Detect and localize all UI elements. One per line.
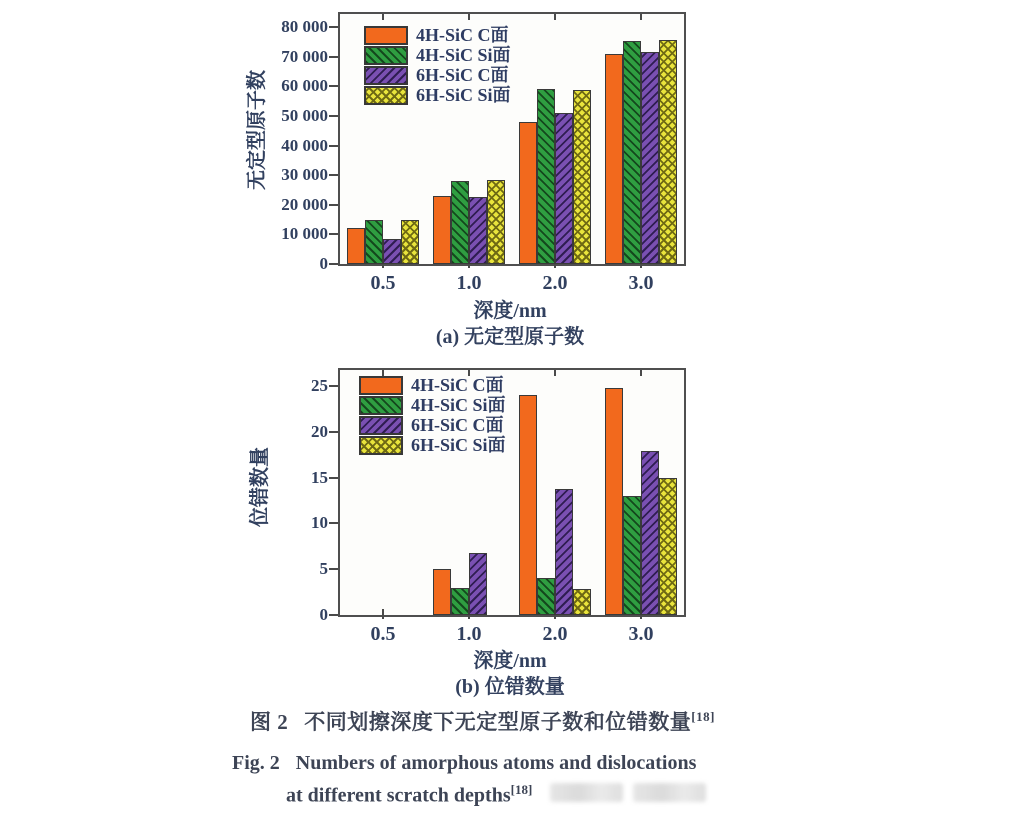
y-axis-tick-label: 15: [311, 467, 328, 487]
bar-6H-SiC C面-depth-2.0: [555, 113, 573, 264]
y-axis-tick-label: 0: [319, 254, 328, 273]
y-axis-tick: [329, 115, 338, 117]
y-axis-tick: [329, 233, 338, 235]
bar-4H-SiC Si面-depth-3.0: [623, 496, 641, 615]
x-axis-mirror-tick: [554, 14, 556, 20]
x-axis-mirror-tick: [382, 14, 384, 20]
bar-6H-SiC C面-depth-0.5: [383, 239, 401, 264]
x-axis-mirror-tick: [640, 14, 642, 20]
bar-4H-SiC Si面-depth-3.0: [623, 41, 641, 264]
bar-4H-SiC C面-depth-0.5: [347, 228, 365, 264]
bar-4H-SiC C面-depth-2.0: [519, 395, 537, 615]
figure-number-zh: 图 2: [250, 710, 289, 734]
y-axis-tick: [329, 431, 338, 433]
figure-caption-en-line1: [232, 752, 696, 775]
y-axis-tick-label: 40 000: [281, 135, 328, 155]
x-axis-tick-label: 1.0: [456, 272, 482, 294]
x-axis-tick-label: 2.0: [542, 623, 568, 645]
legend-label: 6H-SiC C面: [416, 65, 509, 85]
chart-b-x-axis-title: 深度/nm: [473, 650, 547, 672]
figure-caption-zh: [250, 706, 715, 736]
y-axis-tick-label: 10 000: [281, 224, 328, 244]
legend-label: 6H-SiC Si面: [416, 85, 511, 105]
legend-label: 4H-SiC C面: [411, 375, 504, 395]
y-axis-tick-label: 25: [311, 376, 328, 396]
chart-legend: [364, 26, 511, 105]
legend-swatch-icon: [359, 376, 403, 395]
y-axis-tick: [329, 522, 338, 524]
x-axis-mirror-tick: [554, 370, 556, 376]
bar-6H-SiC Si面-depth-2.0: [573, 90, 591, 264]
chart-a-x-axis-title: 深度/nm: [473, 300, 547, 322]
bar-6H-SiC C面-depth-3.0: [641, 52, 659, 264]
y-axis-tick: [329, 145, 338, 147]
bar-4H-SiC Si面-depth-2.0: [537, 89, 555, 264]
legend-swatch-icon: [359, 416, 403, 435]
bar-6H-SiC Si面-depth-1.0: [487, 180, 505, 264]
reference-superscript: [18]: [691, 709, 715, 724]
legend-row: [359, 396, 506, 415]
figure-caption-en-text2: at different scratch depths: [286, 784, 511, 807]
legend-swatch-icon: [364, 46, 408, 65]
watermark-blob: [633, 783, 706, 802]
y-axis-tick: [329, 204, 338, 206]
y-axis-tick-label: 60 000: [281, 76, 328, 96]
y-axis-tick-label: 5: [319, 559, 328, 579]
bar-4H-SiC Si面-depth-0.5: [365, 220, 383, 264]
y-axis-tick: [329, 263, 338, 265]
chart-b-subcaption: (b) 位错数量: [455, 676, 565, 698]
legend-swatch-icon: [364, 26, 408, 45]
y-axis-tick-label: 30 000: [281, 165, 328, 185]
y-axis-tick: [329, 85, 338, 87]
legend-swatch-icon: [359, 396, 403, 415]
watermark-blur: [550, 783, 706, 802]
y-axis-tick-label: 20 000: [281, 194, 328, 214]
legend-label: 6H-SiC Si面: [411, 435, 506, 455]
chart-b-y-axis-title: 位错数量: [249, 447, 271, 527]
bar-6H-SiC C面-depth-1.0: [469, 553, 487, 615]
bar-4H-SiC Si面-depth-1.0: [451, 181, 469, 264]
bar-4H-SiC C面-depth-1.0: [433, 196, 451, 264]
legend-row: [359, 416, 506, 435]
x-axis-tick: [382, 609, 384, 619]
legend-row: [364, 46, 511, 65]
legend-label: 4H-SiC Si面: [411, 395, 506, 415]
figure-number-en: Fig. 2: [232, 752, 280, 774]
chart-legend: [359, 376, 506, 455]
y-axis-tick: [329, 56, 338, 58]
x-axis-tick-label: 3.0: [628, 272, 654, 294]
y-axis-tick: [329, 174, 338, 176]
bar-6H-SiC Si面-depth-3.0: [659, 478, 677, 615]
x-axis-tick-label: 0.5: [370, 623, 396, 645]
bar-4H-SiC C面-depth-1.0: [433, 569, 451, 615]
x-axis-tick-label: 2.0: [542, 272, 568, 294]
legend-row: [364, 26, 511, 45]
legend-swatch-icon: [364, 66, 408, 85]
figure-caption-en-line2: [286, 782, 532, 808]
legend-label: 4H-SiC Si面: [416, 45, 511, 65]
y-axis-tick: [329, 568, 338, 570]
bar-4H-SiC Si面-depth-2.0: [537, 578, 555, 615]
legend-label: 4H-SiC C面: [416, 25, 509, 45]
reference-superscript: [18]: [510, 782, 533, 797]
chart-b-plot: [311, 368, 686, 645]
bar-6H-SiC Si面-depth-3.0: [659, 40, 677, 264]
y-axis-tick-label: 50 000: [281, 105, 328, 125]
bar-6H-SiC Si面-depth-2.0: [573, 589, 591, 615]
y-axis-tick: [329, 385, 338, 387]
watermark-blob: [550, 783, 623, 802]
legend-label: 6H-SiC C面: [411, 415, 504, 435]
bar-4H-SiC Si面-depth-1.0: [451, 588, 469, 615]
bar-6H-SiC C面-depth-3.0: [641, 451, 659, 615]
figure-caption-zh-text: 不同划擦深度下无定型原子数和位错数量: [304, 710, 692, 734]
bar-6H-SiC Si面-depth-0.5: [401, 220, 419, 264]
legend-row: [359, 436, 506, 455]
x-axis-tick-label: 1.0: [456, 623, 482, 645]
chart-a-y-axis-title: 无定型原子数: [246, 70, 268, 190]
y-axis-tick: [329, 26, 338, 28]
bar-4H-SiC C面-depth-3.0: [605, 388, 623, 615]
y-axis-tick-label: 70 000: [281, 46, 328, 66]
y-axis-tick: [329, 477, 338, 479]
bar-6H-SiC C面-depth-2.0: [555, 489, 573, 615]
y-axis-tick-label: 20: [311, 421, 328, 441]
x-axis-mirror-tick: [468, 14, 470, 20]
y-axis-tick-label: 0: [319, 605, 328, 624]
x-axis-mirror-tick: [640, 370, 642, 376]
y-axis-tick-label: 10: [311, 513, 328, 533]
legend-row: [364, 66, 511, 85]
legend-row: [364, 86, 511, 105]
legend-swatch-icon: [359, 436, 403, 455]
legend-row: [359, 376, 506, 395]
y-axis-tick-label: 80 000: [281, 17, 328, 37]
x-axis-tick-label: 3.0: [628, 623, 654, 645]
bar-6H-SiC C面-depth-1.0: [469, 197, 487, 264]
bar-4H-SiC C面-depth-3.0: [605, 54, 623, 264]
chart-a-plot: [281, 12, 686, 294]
figure-caption-en-text1: Numbers of amorphous atoms and dislocations: [295, 752, 697, 774]
y-axis-tick: [329, 614, 338, 616]
x-axis-tick-label: 0.5: [370, 272, 396, 294]
bar-4H-SiC C面-depth-2.0: [519, 122, 537, 264]
legend-swatch-icon: [364, 86, 408, 105]
chart-a-subcaption: (a) 无定型原子数: [435, 326, 585, 348]
